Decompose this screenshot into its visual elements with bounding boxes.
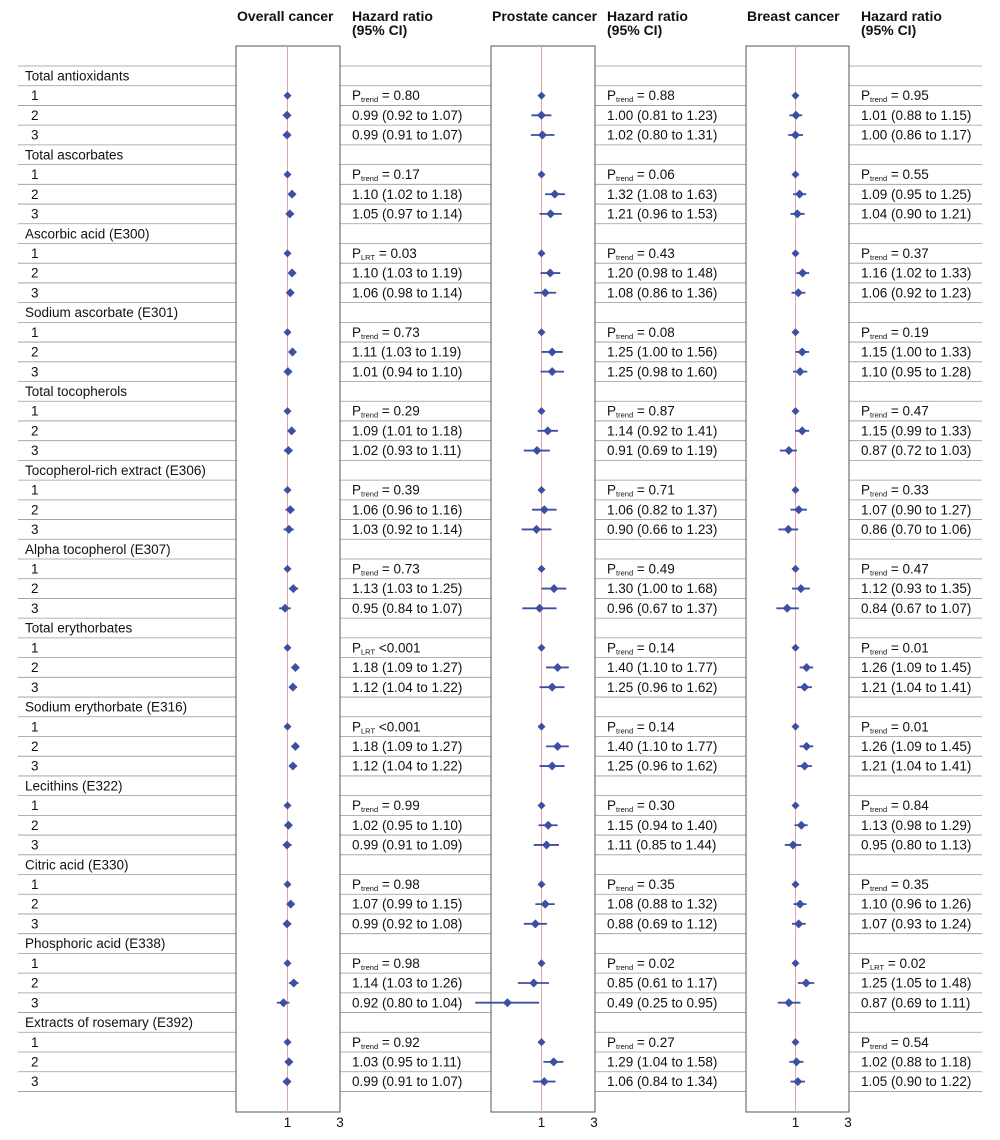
- hr-value: 0.87 (0.72 to 1.03): [861, 443, 972, 459]
- hr-value: 0.90 (0.66 to 1.23): [607, 522, 718, 538]
- hr-value: 0.99 (0.91 to 1.09): [352, 837, 463, 853]
- p-value: Ptrend = 0.87: [607, 403, 675, 420]
- hr-value: 1.30 (1.00 to 1.68): [607, 581, 718, 597]
- x-tick-label: 1: [537, 1115, 546, 1130]
- level-label: 3: [31, 522, 39, 538]
- hr-value: 1.40 (1.10 to 1.77): [607, 738, 718, 754]
- group-label: Total antioxidants: [25, 68, 130, 84]
- hr-value: 1.09 (1.01 to 1.18): [352, 423, 463, 439]
- level-label: 3: [31, 758, 39, 774]
- hr-value: 1.00 (0.86 to 1.17): [861, 127, 972, 143]
- p-value: Ptrend = 0.92: [352, 1034, 420, 1051]
- hr-value: 1.02 (0.93 to 1.11): [352, 443, 462, 459]
- p-value: Ptrend = 0.27: [607, 1034, 675, 1051]
- level-label: 3: [31, 285, 39, 301]
- level-label: 3: [31, 443, 39, 459]
- group-label: Total erythorbates: [25, 620, 133, 636]
- p-value: Ptrend = 0.01: [861, 719, 929, 736]
- hr-value: 1.05 (0.97 to 1.14): [352, 206, 463, 222]
- hr-value: 1.15 (0.94 to 1.40): [607, 817, 718, 833]
- level-label: 2: [31, 581, 39, 597]
- level-label: 3: [31, 1074, 39, 1090]
- hr-value: 1.21 (1.04 to 1.41): [861, 679, 972, 695]
- hr-value: 1.21 (0.96 to 1.53): [607, 206, 718, 222]
- hr-value: 1.14 (0.92 to 1.41): [607, 423, 718, 439]
- hr-value: 1.03 (0.92 to 1.14): [352, 522, 463, 538]
- hr-value: 1.25 (1.00 to 1.56): [607, 344, 718, 360]
- hr-value: 0.99 (0.91 to 1.07): [352, 127, 463, 143]
- level-label: 2: [31, 660, 39, 676]
- hr-value: 1.13 (0.98 to 1.29): [861, 817, 972, 833]
- hr-value: 1.06 (0.92 to 1.23): [861, 285, 972, 301]
- hr-value: 0.99 (0.91 to 1.07): [352, 1074, 463, 1090]
- panel-title: Overall cancer: [237, 8, 334, 24]
- value-header-ci: (95% CI): [607, 22, 663, 38]
- hr-value: 0.49 (0.25 to 0.95): [607, 995, 718, 1011]
- p-value: Ptrend = 0.71: [607, 482, 675, 499]
- hr-value: 1.02 (0.80 to 1.31): [607, 127, 718, 143]
- level-label: 3: [31, 206, 39, 222]
- level-label: 2: [31, 502, 39, 518]
- hr-value: 1.06 (0.98 to 1.14): [352, 285, 463, 301]
- p-value: PLRT = 0.02: [861, 955, 926, 972]
- hr-value: 1.32 (1.08 to 1.63): [607, 186, 718, 202]
- hr-value: 1.26 (1.09 to 1.45): [861, 738, 972, 754]
- hr-value: 1.07 (0.93 to 1.24): [861, 916, 972, 932]
- level-label: 2: [31, 896, 39, 912]
- value-header-ci: (95% CI): [861, 22, 917, 38]
- level-label: 1: [31, 640, 39, 656]
- p-value: Ptrend = 0.54: [861, 1034, 929, 1051]
- hr-value: 1.14 (1.03 to 1.26): [352, 975, 463, 991]
- p-value: Ptrend = 0.29: [352, 403, 420, 420]
- hr-value: 1.20 (0.98 to 1.48): [607, 265, 718, 281]
- level-label: 1: [31, 1034, 39, 1050]
- p-value: Ptrend = 0.33: [861, 482, 929, 499]
- p-value: Ptrend = 0.98: [352, 955, 420, 972]
- hr-value: 1.29 (1.04 to 1.58): [607, 1054, 718, 1070]
- group-label: Sodium ascorbate (E301): [25, 305, 179, 321]
- hr-value: 1.25 (1.05 to 1.48): [861, 975, 972, 991]
- hr-value: 1.12 (1.04 to 1.22): [352, 758, 463, 774]
- level-label: 2: [31, 186, 39, 202]
- value-header: Hazard ratio: [861, 8, 942, 24]
- group-label: Sodium erythorbate (E316): [25, 699, 188, 715]
- p-value: Ptrend = 0.55: [861, 167, 929, 184]
- hr-value: 0.91 (0.69 to 1.19): [607, 443, 718, 459]
- p-value: Ptrend = 0.73: [352, 324, 420, 341]
- hr-value: 1.04 (0.90 to 1.21): [861, 206, 972, 222]
- level-label: 2: [31, 344, 39, 360]
- p-value: Ptrend = 0.02: [607, 955, 675, 972]
- hr-value: 1.10 (0.95 to 1.28): [861, 364, 972, 380]
- hr-value: 1.00 (0.81 to 1.23): [607, 107, 718, 123]
- level-label: 1: [31, 798, 39, 814]
- hr-value: 1.09 (0.95 to 1.25): [861, 186, 972, 202]
- value-header-ci: (95% CI): [352, 22, 408, 38]
- hr-value: 1.16 (1.02 to 1.33): [861, 265, 972, 281]
- plot-panel: [746, 46, 849, 1112]
- x-tick-label: 1: [791, 1115, 800, 1130]
- hr-value: 1.07 (0.99 to 1.15): [352, 896, 463, 912]
- p-value: Ptrend = 0.80: [352, 88, 420, 105]
- hr-value: 1.13 (1.03 to 1.25): [352, 581, 463, 597]
- plot-panel: [491, 46, 595, 1112]
- hr-value: 1.02 (0.95 to 1.10): [352, 817, 463, 833]
- group-label: Total ascorbates: [25, 147, 124, 163]
- p-value: PLRT <0.001: [352, 719, 421, 736]
- group-label: Lecithins (E322): [25, 778, 123, 794]
- level-label: 1: [31, 719, 39, 735]
- level-label: 3: [31, 995, 39, 1011]
- panel-title: Breast cancer: [747, 8, 840, 24]
- hr-value: 0.84 (0.67 to 1.07): [861, 600, 972, 616]
- p-value: Ptrend = 0.06: [607, 167, 675, 184]
- group-label: Alpha tocopherol (E307): [25, 541, 171, 557]
- hr-value: 0.88 (0.69 to 1.12): [607, 916, 718, 932]
- hr-value: 0.85 (0.61 to 1.17): [607, 975, 718, 991]
- p-value: PLRT = 0.03: [352, 245, 417, 262]
- hr-value: 0.95 (0.80 to 1.13): [861, 837, 972, 853]
- p-value: Ptrend = 0.43: [607, 245, 675, 262]
- hr-value: 0.92 (0.80 to 1.04): [352, 995, 463, 1011]
- hr-value: 1.11 (1.03 to 1.19): [352, 344, 462, 360]
- p-value: Ptrend = 0.35: [861, 877, 929, 894]
- level-label: 2: [31, 738, 39, 754]
- level-label: 1: [31, 324, 39, 340]
- x-tick-label: 3: [844, 1115, 852, 1130]
- panel-title: Prostate cancer: [492, 8, 598, 24]
- level-label: 1: [31, 245, 39, 261]
- hr-value: 0.87 (0.69 to 1.11): [861, 995, 971, 1011]
- x-tick-label: 3: [590, 1115, 598, 1130]
- p-value: Ptrend = 0.37: [861, 245, 929, 262]
- x-tick-label: 3: [336, 1115, 344, 1130]
- hr-value: 1.08 (0.88 to 1.32): [607, 896, 718, 912]
- p-value: Ptrend = 0.19: [861, 324, 929, 341]
- hr-value: 1.08 (0.86 to 1.36): [607, 285, 718, 301]
- group-label: Citric acid (E330): [25, 857, 129, 873]
- level-label: 2: [31, 423, 39, 439]
- level-label: 2: [31, 265, 39, 281]
- group-label: Tocopherol-rich extract (E306): [25, 462, 206, 478]
- level-label: 1: [31, 403, 39, 419]
- hr-value: 1.21 (1.04 to 1.41): [861, 758, 972, 774]
- hr-value: 0.96 (0.67 to 1.37): [607, 600, 718, 616]
- hr-value: 1.10 (0.96 to 1.26): [861, 896, 972, 912]
- group-label: Ascorbic acid (E300): [25, 226, 150, 242]
- hr-value: 1.40 (1.10 to 1.77): [607, 660, 718, 676]
- group-label: Total tocopherols: [25, 384, 128, 400]
- p-value: Ptrend = 0.08: [607, 324, 675, 341]
- value-header: Hazard ratio: [352, 8, 433, 24]
- p-value: Ptrend = 0.84: [861, 798, 929, 815]
- p-value: Ptrend = 0.30: [607, 798, 675, 815]
- p-value: Ptrend = 0.35: [607, 877, 675, 894]
- hr-value: 1.18 (1.09 to 1.27): [352, 738, 463, 754]
- hr-value: 1.12 (0.93 to 1.35): [861, 581, 972, 597]
- level-label: 2: [31, 107, 39, 123]
- level-label: 3: [31, 837, 39, 853]
- hr-value: 1.25 (0.96 to 1.62): [607, 679, 718, 695]
- hr-value: 1.03 (0.95 to 1.11): [352, 1054, 462, 1070]
- hr-value: 1.12 (1.04 to 1.22): [352, 679, 463, 695]
- hr-value: 1.10 (1.02 to 1.18): [352, 186, 463, 202]
- x-tick-label: 1: [283, 1115, 292, 1130]
- level-label: 1: [31, 955, 39, 971]
- level-label: 1: [31, 167, 39, 183]
- level-label: 2: [31, 975, 39, 991]
- hr-value: 1.06 (0.96 to 1.16): [352, 502, 463, 518]
- level-label: 1: [31, 88, 39, 104]
- level-label: 3: [31, 600, 39, 616]
- hr-value: 1.25 (0.98 to 1.60): [607, 364, 718, 380]
- p-value: Ptrend = 0.98: [352, 877, 420, 894]
- hr-value: 0.99 (0.92 to 1.07): [352, 107, 463, 123]
- p-value: Ptrend = 0.49: [607, 561, 675, 578]
- p-value: Ptrend = 0.88: [607, 88, 675, 105]
- hr-value: 1.01 (0.88 to 1.15): [861, 107, 972, 123]
- hr-value: 1.11 (0.85 to 1.44): [607, 837, 717, 853]
- p-value: Ptrend = 0.14: [607, 719, 675, 736]
- hr-value: 0.95 (0.84 to 1.07): [352, 600, 463, 616]
- p-value: Ptrend = 0.99: [352, 798, 420, 815]
- hr-value: 1.18 (1.09 to 1.27): [352, 660, 463, 676]
- hr-value: 1.05 (0.90 to 1.22): [861, 1074, 972, 1090]
- level-label: 1: [31, 482, 39, 498]
- level-label: 2: [31, 817, 39, 833]
- group-label: Phosphoric acid (E338): [25, 936, 166, 952]
- level-label: 1: [31, 877, 39, 893]
- level-label: 1: [31, 561, 39, 577]
- hr-value: 1.07 (0.90 to 1.27): [861, 502, 972, 518]
- hr-value: 1.06 (0.82 to 1.37): [607, 502, 718, 518]
- hr-value: 1.15 (0.99 to 1.33): [861, 423, 972, 439]
- p-value: Ptrend = 0.73: [352, 561, 420, 578]
- hr-value: 0.86 (0.70 to 1.06): [861, 522, 972, 538]
- level-label: 3: [31, 127, 39, 143]
- level-label: 3: [31, 916, 39, 932]
- level-label: 2: [31, 1054, 39, 1070]
- p-value: Ptrend = 0.14: [607, 640, 675, 657]
- p-value: Ptrend = 0.47: [861, 403, 929, 420]
- hr-value: 1.02 (0.88 to 1.18): [861, 1054, 972, 1070]
- hr-value: 1.10 (1.03 to 1.19): [352, 265, 463, 281]
- p-value: PLRT <0.001: [352, 640, 421, 657]
- p-value: Ptrend = 0.17: [352, 167, 420, 184]
- hr-value: 1.01 (0.94 to 1.10): [352, 364, 463, 380]
- level-label: 3: [31, 364, 39, 380]
- p-value: Ptrend = 0.47: [861, 561, 929, 578]
- value-header: Hazard ratio: [607, 8, 688, 24]
- hr-value: 1.15 (1.00 to 1.33): [861, 344, 972, 360]
- hr-value: 1.25 (0.96 to 1.62): [607, 758, 718, 774]
- hr-value: 0.99 (0.92 to 1.08): [352, 916, 463, 932]
- p-value: Ptrend = 0.95: [861, 88, 929, 105]
- p-value: Ptrend = 0.39: [352, 482, 420, 499]
- level-label: 3: [31, 679, 39, 695]
- hr-value: 1.26 (1.09 to 1.45): [861, 660, 972, 676]
- group-label: Extracts of rosemary (E392): [25, 1015, 194, 1031]
- p-value: Ptrend = 0.01: [861, 640, 929, 657]
- hr-value: 1.06 (0.84 to 1.34): [607, 1074, 718, 1090]
